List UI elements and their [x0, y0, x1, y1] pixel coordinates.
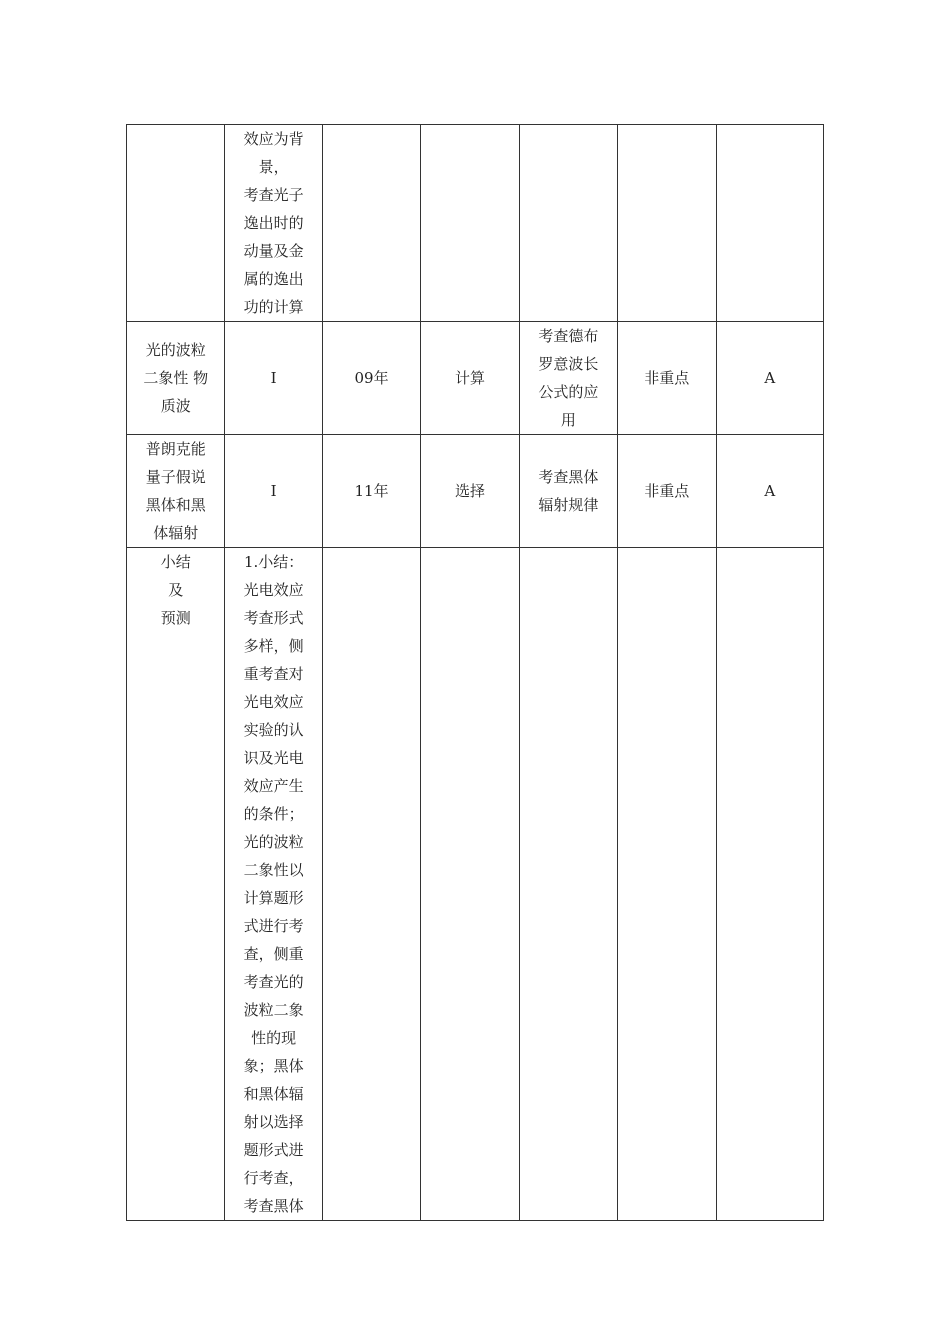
importance-cell: [618, 125, 716, 322]
level-cell: Ⅰ: [225, 435, 322, 548]
summary-label-cell: 小结 及 预测: [127, 548, 225, 1221]
level-cell: Ⅰ: [225, 322, 322, 435]
content-cell: 考查德布 罗意波长 公式的应 用: [519, 322, 617, 435]
topic-cell: 普朗克能 量子假说 黑体和黑 体辐射: [127, 435, 225, 548]
type-cell: [421, 548, 519, 1221]
type-cell: [421, 125, 519, 322]
exam-analysis-table: [126, 124, 824, 1221]
year-cell: [322, 548, 420, 1221]
topic-cell: 光的波粒 二象性 物 质波: [127, 322, 225, 435]
grade-cell: A: [716, 435, 823, 548]
type-cell: 选择: [421, 435, 519, 548]
table-row: [127, 322, 824, 435]
topic-cell: [127, 125, 225, 322]
grade-cell: A: [716, 322, 823, 435]
importance-cell: 非重点: [618, 322, 716, 435]
table-row: [127, 435, 824, 548]
table-row: [127, 125, 824, 322]
grade-cell: [716, 125, 823, 322]
importance-cell: [618, 548, 716, 1221]
grade-cell: [716, 548, 823, 1221]
importance-cell: 非重点: [618, 435, 716, 548]
year-cell: 11年: [322, 435, 420, 548]
content-cell: [519, 548, 617, 1221]
content-cell: [519, 125, 617, 322]
type-cell: 计算: [421, 322, 519, 435]
year-cell: 09年: [322, 322, 420, 435]
year-cell: [322, 125, 420, 322]
description-cell: 效应为背 景， 考查光子 逸出时的 动量及金 属的逸出 功的计算: [225, 125, 322, 322]
table-row: [127, 548, 824, 1221]
summary-text-cell: 1.小结： 光电效应 考查形式 多样，侧 重考查对 光电效应 实验的认 识及光电 效应产生 的条件； 光的波粒 二象性以 计算题形 式进行考 查，侧重 考查光的 波粒二象 性的现 象；黑体 和黑体辐 射以选择 题形式进 行考查， 考查黑体: [225, 548, 322, 1221]
content-cell: 考查黑体 辐射规律: [519, 435, 617, 548]
